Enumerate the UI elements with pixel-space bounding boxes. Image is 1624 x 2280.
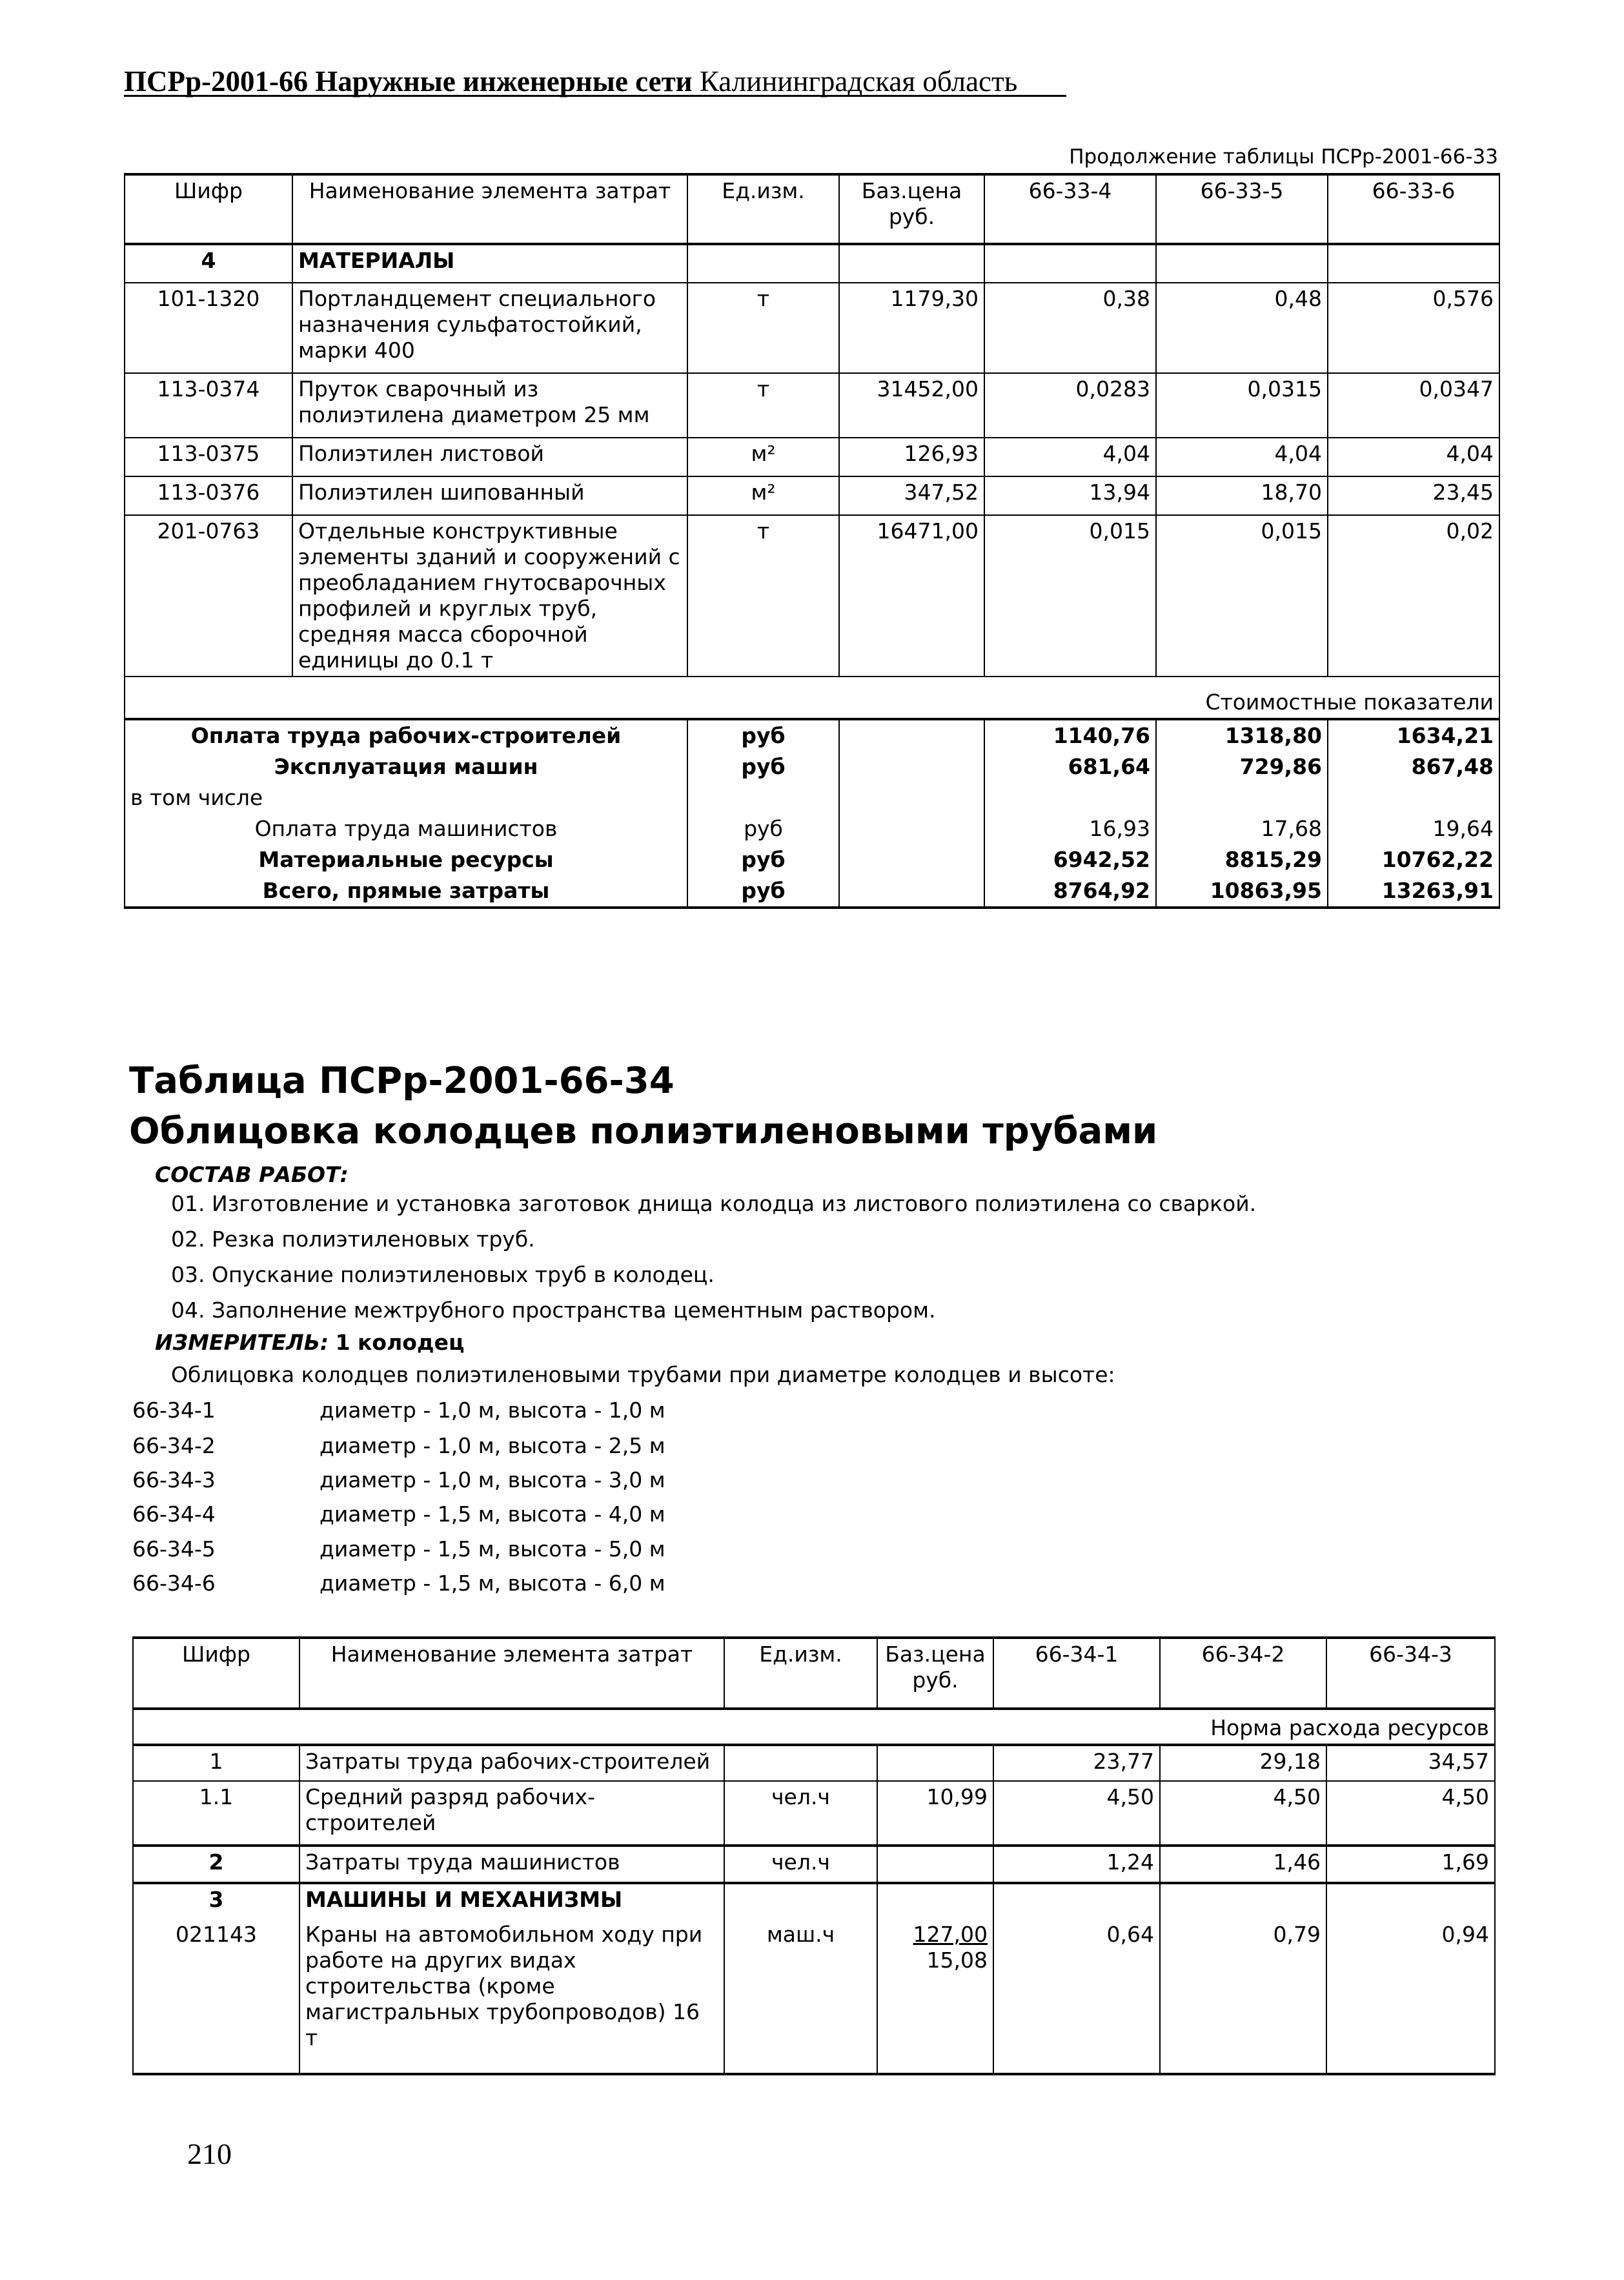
variant-desc: диаметр - 1,5 м, высота - 6,0 м	[320, 1571, 665, 1596]
norm-caption: Норма расхода ресурсов	[133, 1709, 1495, 1745]
meter-value: 1 колодец	[335, 1330, 465, 1355]
section-row: 3 МАШИНЫ И МЕХАНИЗМЫ	[133, 1883, 1495, 1919]
table-row: 201-0763 Отдельные конструктивные элементы зданий и сооружений с преобладанием гнутосварочных профилей и круглых труб, средняя масса сборочной единицы до 0.1 т т 16471,00 0,015 0,015 0,02	[125, 515, 1499, 677]
variant-code: 66-34-4	[132, 1501, 216, 1527]
running-header	[124, 63, 1066, 99]
cost-row: Оплата труда рабочих-строителей руб 1140,76 1318,80 1634,21	[125, 719, 1499, 751]
col-header: Наименование элемента затрат	[292, 174, 687, 244]
col-header: Наименование элемента затрат	[299, 1638, 724, 1709]
table-34-header	[133, 1638, 1495, 1709]
cost-row: Материальные ресурсы руб 6942,52 8815,29 10762,22	[125, 844, 1499, 875]
table-row: 113-0376 Полиэтилен шипованный м² 347,52 13,94 18,70 23,45	[125, 476, 1499, 515]
col-header: 66-33-5	[1156, 174, 1328, 244]
header-subject: Наружные инженерные сети	[315, 65, 693, 97]
variant-code: 66-34-2	[132, 1433, 216, 1458]
col-header: Шифр	[133, 1638, 299, 1709]
section-row: 4 МАТЕРИАЛЫ	[125, 244, 1499, 283]
variant-desc: диаметр - 1,0 м, высота - 3,0 м	[320, 1467, 665, 1492]
table-34-subtitle: Облицовка колодцев полиэтиленовыми трубами	[129, 1110, 1158, 1152]
col-header: Ед.изм.	[687, 174, 839, 244]
col-header: 66-33-4	[984, 174, 1156, 244]
cost-row: Всего, прямые затраты руб 8764,92 10863,95 13263,91	[125, 875, 1499, 908]
col-header: 66-33-6	[1328, 174, 1499, 244]
work-item: 04. Заполнение межтрубного пространства цементным раствором.	[171, 1298, 936, 1323]
cost-caption: Стоимостные показатели	[125, 677, 1499, 719]
base-price: 127,00	[913, 1922, 988, 1947]
header-region: Калининградская область	[699, 65, 1018, 97]
variant-code: 66-34-1	[132, 1398, 216, 1423]
col-header: Шифр	[125, 174, 292, 244]
work-item: 03. Опускание полиэтиленовых труб в колодец.	[171, 1262, 715, 1287]
col-header: 66-34-2	[1160, 1638, 1326, 1709]
table-row: 1.1 Средний разряд рабочих-строителей чел.ч 10,99 4,50 4,50 4,50	[133, 1781, 1495, 1846]
meter-label: ИЗМЕРИТЕЛЬ:	[155, 1330, 329, 1355]
continuation-caption: Продолжение таблицы ПСРр-2001-66-33	[1069, 145, 1498, 168]
work-heading: СОСТАВ РАБОТ:	[155, 1162, 349, 1187]
table-row: 113-0375 Полиэтилен листовой м² 126,93 4,04 4,04 4,04	[125, 438, 1499, 476]
cost-row: в том числе	[125, 782, 1499, 813]
header-code: ПСРр-2001-66	[124, 65, 308, 97]
table-row: 021143 Краны на автомобильном ходу при работе на других видах строительства (кроме магистральных трубопроводов) 16 т маш.ч 127,00 15,08 0,64 0,79 0,94	[133, 1919, 1495, 2074]
variant-code: 66-34-6	[132, 1571, 216, 1596]
work-item: 02. Резка полиэтиленовых труб.	[171, 1227, 535, 1252]
variant-code: 66-34-3	[132, 1467, 216, 1492]
table-34	[132, 1636, 1496, 2075]
col-header: 66-34-3	[1326, 1638, 1495, 1709]
header-rule	[124, 95, 1066, 97]
cost-row: Оплата труда машинистов руб 16,93 17,68 19,64	[125, 813, 1499, 844]
table-33-header	[125, 174, 1499, 244]
variant-desc: диаметр - 1,5 м, высота - 4,0 м	[320, 1501, 665, 1527]
variants-intro: Облицовка колодцев полиэтиленовыми трубами при диаметре колодцев и высоте:	[171, 1362, 1115, 1387]
base-price-machinist: 15,08	[926, 1948, 988, 1973]
norm-caption-row	[133, 1709, 1495, 1745]
table-34-title: Таблица ПСРр-2001-66-34	[129, 1060, 675, 1102]
page-number: 210	[187, 2137, 232, 2170]
cost-row: Эксплуатация машин руб 681,64 729,86 867,48	[125, 751, 1499, 782]
variant-desc: диаметр - 1,0 м, высота - 2,5 м	[320, 1433, 665, 1458]
table-row: 2 Затраты труда машинистов чел.ч 1,24 1,46 1,69	[133, 1846, 1495, 1883]
col-header: Баз.цена руб.	[877, 1638, 993, 1709]
table-row: 101-1320 Портландцемент специального назначения сульфатостойкий, марки 400 т 1179,30 0,38 0,48 0,576	[125, 283, 1499, 373]
table-33	[124, 173, 1500, 909]
table-row: 1 Затраты труда рабочих-строителей 23,77 29,18 34,57	[133, 1745, 1495, 1781]
cost-caption-row	[125, 677, 1499, 719]
variant-code: 66-34-5	[132, 1536, 216, 1562]
table-row: 113-0374 Пруток сварочный из полиэтилена диаметром 25 мм т 31452,00 0,0283 0,0315 0,0347	[125, 373, 1499, 438]
meter-line	[155, 1330, 464, 1356]
variant-desc: диаметр - 1,0 м, высота - 1,0 м	[320, 1398, 665, 1423]
col-header: 66-34-1	[993, 1638, 1160, 1709]
work-item: 01. Изготовление и установка заготовок днища колодца из листового полиэтилена со сваркой.	[171, 1191, 1257, 1216]
col-header: Баз.цена руб.	[839, 174, 984, 244]
variant-desc: диаметр - 1,5 м, высота - 5,0 м	[320, 1536, 665, 1562]
col-header: Ед.изм.	[724, 1638, 877, 1709]
